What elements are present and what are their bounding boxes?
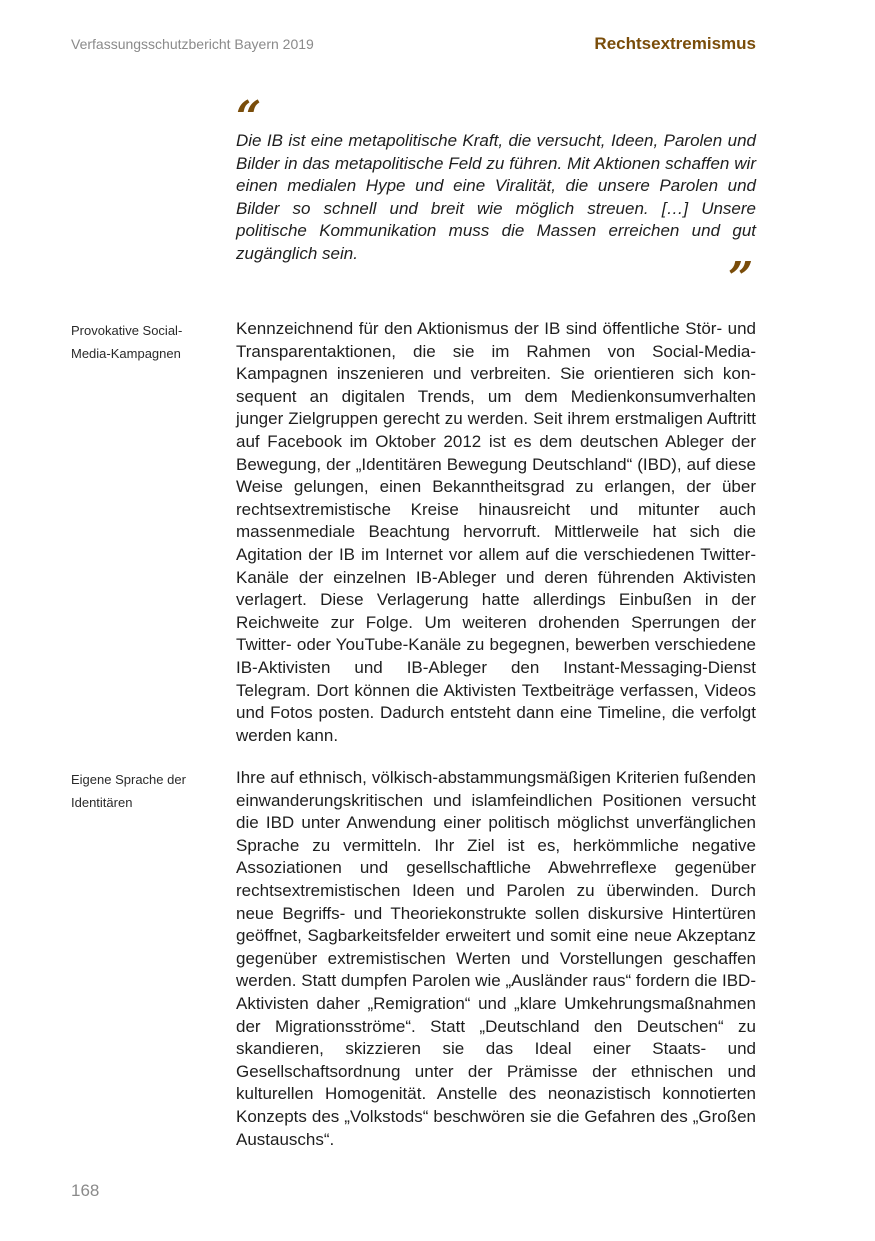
running-header-title: Verfassungsschutzbericht Bayern 2019 bbox=[71, 36, 314, 52]
block-quote: Die IB ist eine metapolitische Kraft, die versucht, Ideen, Parolen und Bilder in das metapolitische Feld zu führen. Mit Aktionen schaffen wir einen medialen Hype und eine Viralität, die unsere Parolen und Bilder so schnell und breit wie möglich streuen. […] Unsere politische Kommunikation muss die Massen erreichen und gut zugänglich sein. bbox=[236, 131, 756, 263]
closing-quote-mark-icon: ” bbox=[728, 253, 754, 304]
margin-note-sprache: Eigene Sprache der Identitären bbox=[71, 772, 186, 810]
body-paragraph-sprache: Ihre auf ethnisch, völkisch-abstammungsmäßigen Kriterien fußenden einwanderungskritischen und islamfeindlichen Positionen versucht die IBD unter Anwendung einer politisch möglichst unverfänglichen Sprache zu vermitteln. Ihr Ziel ist es, herkömmliche negative Assoziationen und gesellschaftliche Abwehrreflexe gegenüber rechtsextremistischen Ideen und Parolen zu überwinden. Durch neue Begriffs- und Theoriekonstrukte sollen diskursive Hintertüren geöffnet, Sagbarkeitsfelder erweitert und somit eine neue Akzeptanz gegenüber extremistischen Werten und Vorstellungen geschaffen werden. Statt dumpfen Parolen wie „Ausländer raus“ fordern die IBD-Aktivisten daher „Remigration“ und „klare Umkehrungsmaßnahmen der Migrationsströme“. Statt „Deutschland den Deutschen“ zu skandieren, skizzieren sie das Ideal einer Staats- und Gesellschaftsordnung unter der Prämisse der ethnischen und kulturellen Homogenität. Anstelle des neonazistisch konnotierten Konzepts des „Volkstods“ beschwören sie die Gefahren des „Großen Austauschs“. bbox=[236, 768, 756, 1149]
opening-quote-mark-icon: “ bbox=[236, 92, 262, 143]
page-number: 168 bbox=[71, 1181, 100, 1200]
chapter-title: Rechtsextremismus bbox=[594, 34, 756, 53]
body-paragraph-aktionismus: Kennzeichnend für den Aktionismus der IB sind öffentliche Stör- und Transparentaktionen, die sie im Rahmen von Social-Media-Kampagnen inszenieren und verbreiten. Sie orientieren sich konsequent an digitalen Trends, um dem Medienkonsumverhalten junger Zielgruppen gerecht zu werden. Seit ihrem erstmaligen Auftritt auf Facebook im Oktober 2012 ist es dem deutschen Ableger der Bewegung, der „Identitären Bewegung Deutschland“ (IBD), auf diese Weise gelungen, einen Bekanntheitsgrad zu erlangen, der über rechtsextremistische Kreise hinausreicht und mitunter auch massenmediale Beachtung hervorruft. Mittlerweile hat sich die Agitation der IB im Internet vor allem auf die verschiedenen Twitter-Kanäle der einzelnen IB-Ableger und deren führenden Aktivisten verlagert. Diese Verlagerung hatte allerdings Einbußen in der Reichweite zur Folge. Um weiteren drohenden Sperrungen der Twitter- oder YouTube-Kanäle zu begegnen, bewerben verschiedene IB-Aktivisten und IB-Ableger den Instant-Messaging-Dienst Telegram. Dort können die Aktivisten Textbeiträge verfassen, Videos und Fotos posten. Dadurch entsteht dann eine Timeline, die verfolgt werden kann. bbox=[236, 319, 756, 745]
margin-note-social-media: Provokative Social-Media-Kampagnen bbox=[71, 323, 183, 361]
